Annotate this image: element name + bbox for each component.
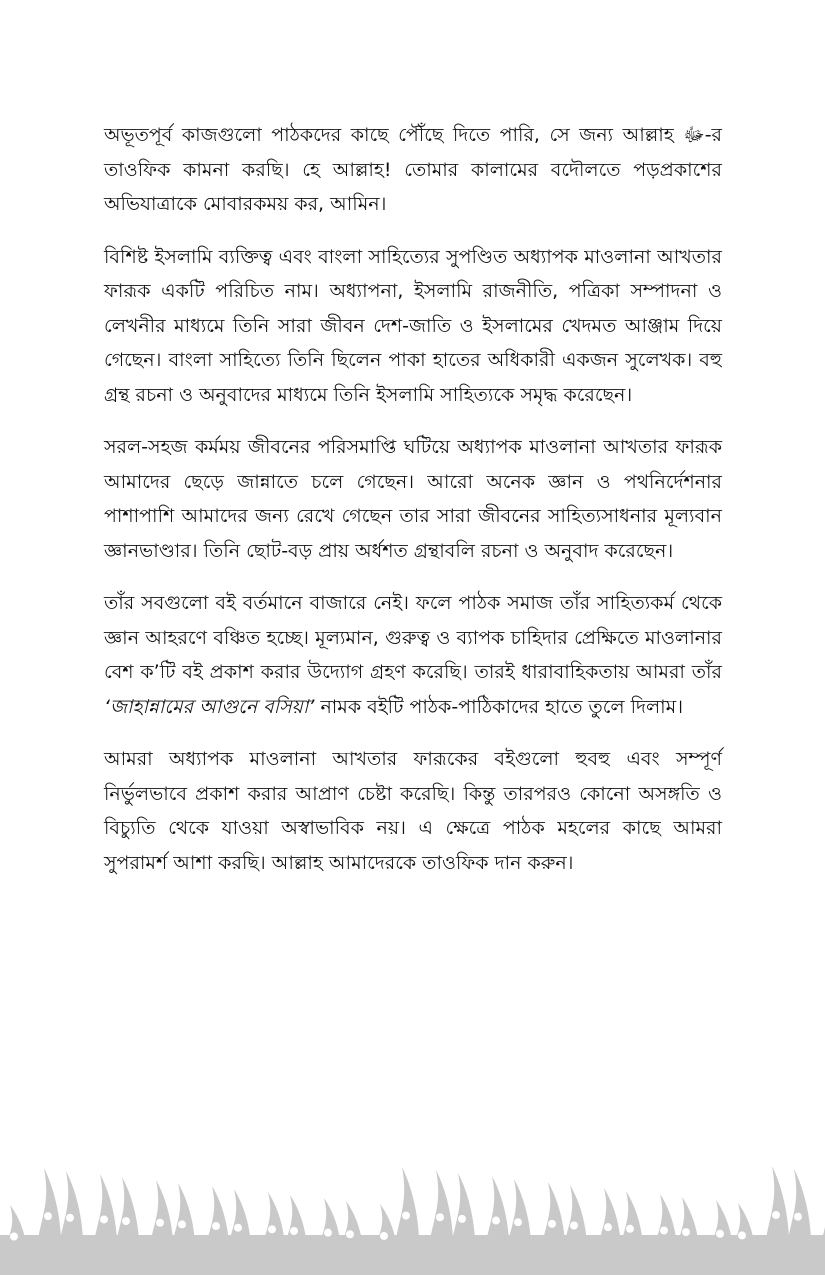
flame-spark bbox=[660, 1226, 668, 1234]
flame-spark bbox=[682, 1228, 690, 1236]
flame-spark bbox=[100, 1215, 108, 1223]
flame-spark bbox=[458, 1215, 466, 1223]
flame-spark bbox=[794, 1213, 802, 1221]
flame-spark bbox=[324, 1229, 332, 1237]
paragraph-1: অভূতপূর্ব কাজগুলো পাঠকদের কাছে পৌঁছে দিতে পারি, সে জন্য আল্লাহ ﷻ-র তাওফিক কামনা করছি। হে আল্লাহ! তোমার কালামের বদৌলতে পড়প্রকাশের অভিযাত্রাকে মোবারকময় কর, আমিন। bbox=[104, 124, 722, 215]
flame-spark bbox=[604, 1223, 612, 1231]
flame-shape bbox=[784, 1169, 811, 1275]
book-title: ‘জাহান্নামের আগুনে বসিয়া’ bbox=[104, 695, 315, 718]
flame-spark bbox=[570, 1222, 578, 1230]
flame-shape bbox=[56, 1171, 83, 1275]
paragraph-4 bbox=[104, 586, 722, 724]
flame-shape bbox=[560, 1185, 587, 1275]
flame-spark bbox=[716, 1230, 724, 1238]
flame-shape bbox=[504, 1179, 531, 1275]
flame-spark bbox=[548, 1220, 556, 1228]
paragraph-4-text-before: তাঁর সবগুলো বই বর্তমানে বাজারে নেই। ফলে পাঠক সমাজ তাঁর সাহিত্যকর্ম থেকে জ্ঞান আহরণে বঞ্চিত হচ্ছে। মূল্যমান, গুরুত্ব ও ব্যাপক চাহিদার প্রেক্ষিতে মাওলানার বেশ ক’টি বই প্রকাশ করার উদ্যোগ গ্রহণ করেছি। তারই ধারাবাহিকতায় আমরা তাঁর bbox=[104, 592, 722, 683]
flame-shape bbox=[224, 1189, 251, 1275]
flame-spark bbox=[626, 1225, 634, 1233]
flame-spark bbox=[44, 1212, 52, 1220]
flame-spark bbox=[290, 1227, 298, 1235]
flame-shape bbox=[448, 1173, 475, 1275]
flame-spark bbox=[156, 1219, 164, 1227]
flame-spark bbox=[346, 1230, 354, 1238]
flame-spark bbox=[178, 1220, 186, 1228]
flame-spark bbox=[66, 1214, 74, 1222]
flame-spark bbox=[268, 1225, 276, 1233]
flame-spark bbox=[436, 1213, 444, 1221]
flame-spark bbox=[514, 1218, 522, 1226]
flame-spark bbox=[492, 1217, 500, 1225]
flame-shape bbox=[112, 1177, 139, 1275]
flame-spark bbox=[212, 1222, 220, 1230]
paragraph-2: বিশিষ্ট ইসলামি ব্যক্তিত্ব এবং বাংলা সাহিত্যের সুপণ্ডিত অধ্যাপক মাওলানা আখতার ফারূক একটি পরিচিত নাম। অধ্যাপনা, ইসলামি রাজনীতি, পত্রিকা সম্পাদনা ও লেখনীর মাধ্যমে তিনি সারা জীবন দেশ-জাতি ও ইসলামের খেদমত আঞ্জাম দিয়ে গেছেন। বাংলা সাহিত্যে তিনি ছিলেন পাকা হাতের অধিকারী একজন সুলেখক। বহু গ্রন্থ রচনা ও অনুবাদের মাধ্যমে তিনি ইসলামি সাহিত্যকে সমৃদ্ধ করেছেন। bbox=[104, 245, 722, 406]
flame-spark bbox=[122, 1217, 130, 1225]
flame-spark bbox=[738, 1231, 746, 1239]
flame-spark bbox=[772, 1211, 780, 1219]
flame-spark bbox=[380, 1232, 388, 1240]
flame-spark bbox=[402, 1212, 410, 1220]
flame-shape bbox=[392, 1167, 419, 1275]
publisher-note bbox=[104, 118, 722, 898]
flame-spark bbox=[234, 1224, 242, 1232]
flame-border-icon bbox=[0, 1155, 825, 1275]
flame-shape bbox=[168, 1183, 195, 1275]
paragraph-5: আমরা অধ্যাপক মাওলানা আখতার ফারূকের বইগুলো হুবহু এবং সম্পূর্ণ নির্ভুলভাবে প্রকাশ করার আপ্রাণ চেষ্টা করেছি। কিন্তু তারপরও কোনো অসঙ্গতি ও বিচ্যুতি থেকে যাওয়া অস্বাভাবিক নয়। এ ক্ষেত্রে পাঠক মহলের কাছে আমরা সুপরামর্শ আশা করছি। আল্লাহ আমাদেরকে তাওফিক দান করুন। bbox=[104, 748, 722, 874]
paragraph-4-text-after: নামক বইটি পাঠক-পাঠিকাদের হাতে তুলে দিলাম। bbox=[314, 695, 684, 718]
flame-shape bbox=[616, 1191, 643, 1275]
flame-spark bbox=[10, 1233, 18, 1241]
paragraph-3: সরল-সহজ কর্মময় জীবনের পরিসমাপ্তি ঘটিয়ে অধ্যাপক মাওলানা আখতার ফারূক আমাদের ছেড়ে জান্নাতে চলে গেছেন। আরো অনেক জ্ঞান ও পথনির্দেশনার পাশাপাশি আমাদের জন্য রেখে গেছেন তার সারা জীবনের সাহিত্যসাধনার মূল্যবান জ্ঞানভাণ্ডার। তিনি ছোট-বড় প্রায় অর্ধশত গ্রন্থাবলি রচনা ও অনুবাদ করেছেন। bbox=[104, 436, 722, 562]
